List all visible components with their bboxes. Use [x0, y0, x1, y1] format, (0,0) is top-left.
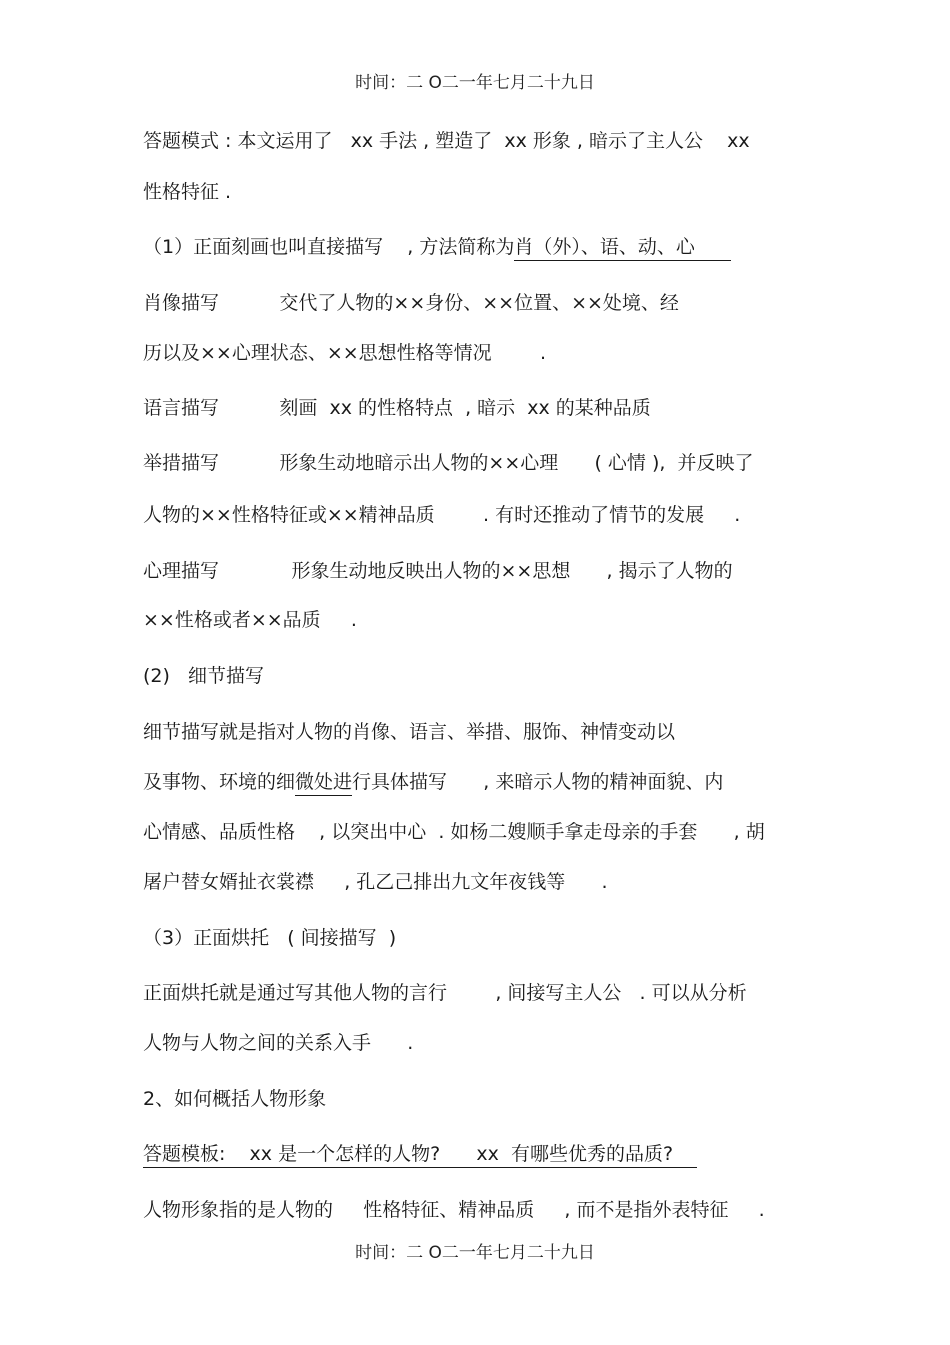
text-segment: （3）正面烘托 ( 间接描写 ) — [143, 927, 397, 949]
text-segment: 正面烘托就是通过写其他人物的言行 , 间接写主人公 . 可以从分析 — [143, 982, 747, 1004]
text-segment: 心理描写 形象生动地反映出人物的××思想 , 揭示了人物的 — [143, 560, 733, 582]
text-line — [143, 396, 651, 420]
text-segment: 行具体描写 , 来暗示人物的精神面貌、内 — [352, 771, 724, 793]
text-segment: 2、如何概括人物形象 — [143, 1088, 327, 1110]
text-line — [143, 926, 396, 950]
text-line — [143, 820, 765, 844]
underlined-text: 微处进 — [295, 770, 352, 796]
text-line — [143, 608, 357, 632]
text-segment: 举措描写 形象生动地暗示出人物的××心理 ( 心情 ), 并反映了 — [143, 452, 754, 474]
text-line — [143, 129, 750, 153]
text-line — [143, 1031, 413, 1055]
text-segment: 人物与人物之间的关系入手 . — [143, 1032, 414, 1054]
text-line — [143, 770, 723, 794]
text-segment: 屠户替女婿扯衣裳襟 , 孔乙己排出九文年夜钱等 . — [143, 871, 608, 893]
text-line — [143, 291, 679, 315]
text-line — [143, 559, 733, 583]
underlined-text: 肖（外）、语、动、心 — [514, 235, 731, 261]
text-segment: 人物形象指的是人物的 性格特征、精神品质 , 而不是指外表特征 . — [143, 1199, 765, 1221]
text-segment: 细节描写就是指对人物的肖像、语言、举措、服饰、神情变动以 — [143, 721, 676, 743]
text-segment: 心情感、品质性格 , 以突出中心 . 如杨二嫂顺手拿走母亲的手套 , 胡 — [143, 821, 765, 843]
text-line — [143, 1142, 697, 1166]
text-segment: 肖像描写 交代了人物的××身份、××位置、××处境、经 — [143, 292, 679, 314]
text-line — [143, 1198, 765, 1222]
text-segment: 人物的××性格特征或××精神品质 . 有时还推动了情节的发展 . — [143, 504, 741, 526]
page-header-date: 时间：二 O二一年七月二十九日 — [355, 73, 595, 93]
text-line — [143, 981, 747, 1005]
text-line — [143, 720, 675, 744]
text-segment: (2) 细节描写 — [143, 665, 265, 687]
text-line — [143, 503, 740, 527]
text-line — [143, 451, 754, 475]
text-line — [143, 1087, 326, 1111]
text-segment: 语言描写 刻画 xx 的性格特点 , 暗示 xx 的某种品质 — [143, 397, 651, 419]
text-line — [143, 235, 731, 259]
text-segment: 及事物、环境的细 — [143, 771, 296, 793]
underlined-text: 答题模板: xx 是一个怎样的人物? xx 有哪些优秀的品质? — [143, 1142, 697, 1168]
text-line — [143, 870, 608, 894]
text-segment: 性格特征 . — [143, 181, 232, 203]
text-line — [143, 341, 546, 365]
text-segment: ××性格或者××品质 . — [143, 609, 357, 631]
text-segment: 历以及××心理状态、××思想性格等情况 . — [143, 342, 547, 364]
text-line — [143, 180, 231, 204]
page-footer-date: 时间：二 O二一年七月二十九日 — [355, 1243, 595, 1263]
text-segment: 答题模式 : 本文运用了 xx 手法 , 塑造了 xx 形象 , 暗示了主人公 xx — [143, 130, 750, 152]
text-line — [143, 664, 264, 688]
text-segment: （1）正面刻画也叫直接描写 , 方法简称为 — [143, 236, 515, 258]
